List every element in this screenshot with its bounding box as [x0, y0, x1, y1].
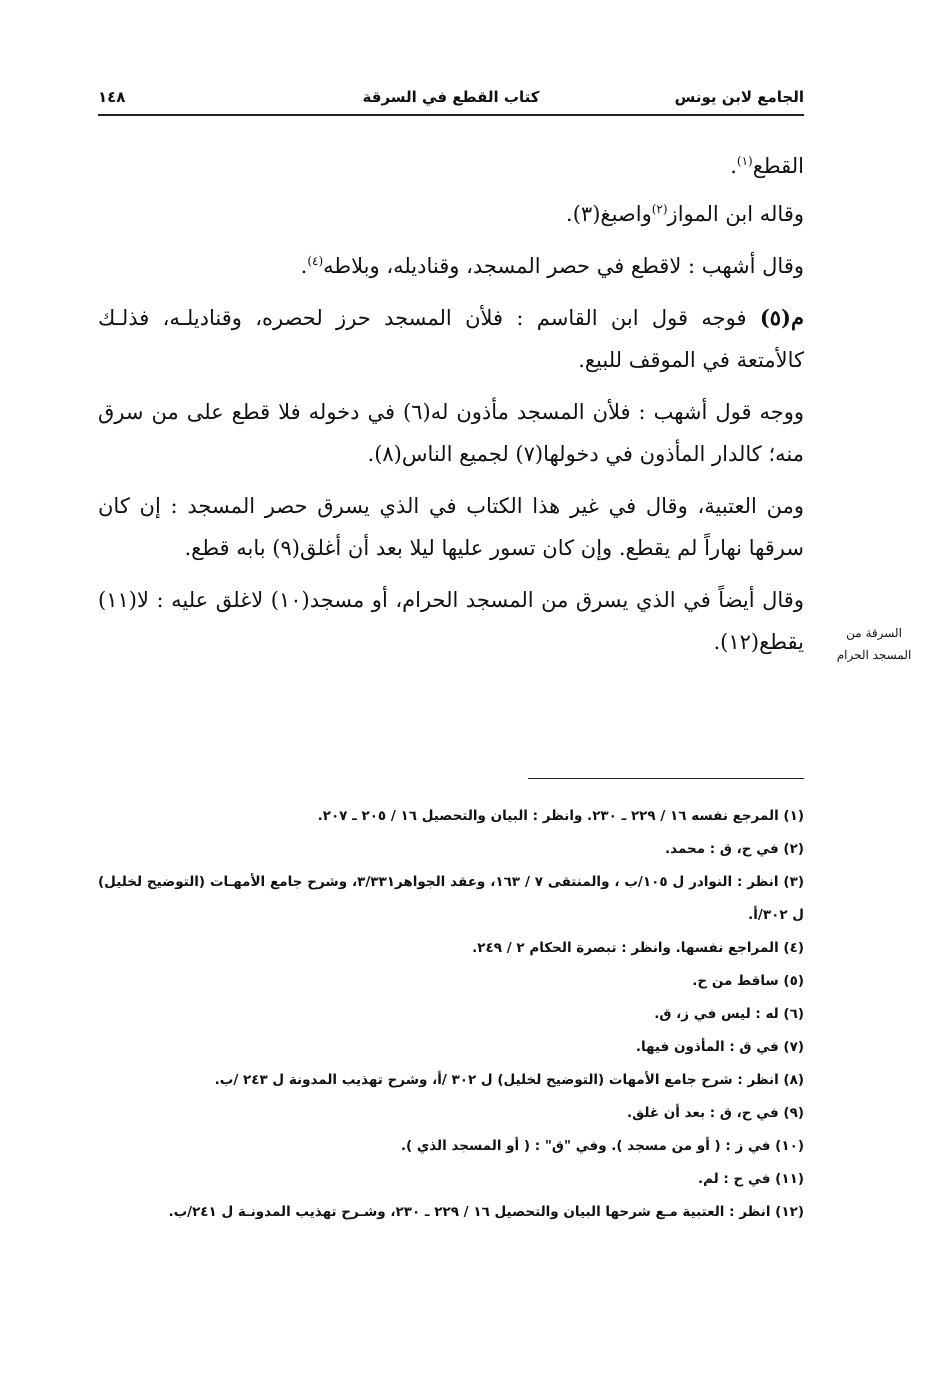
footnote: (١) المرجع نفسه ١٦ / ٢٢٩ ـ ٢٣٠. وانظر : البيان والتحصيل ١٦ / ٢٠٥ ـ ٢٠٧. — [317, 808, 804, 824]
book-title: الجامع لابن يونس — [674, 88, 804, 106]
footnote: (٥) ساقط من ح. — [692, 973, 804, 989]
margin-note-line: السرقة من — [846, 626, 902, 640]
paragraph: م(٥) فوجه قول ابن القاسم : فلأن المسجد حرز لحصره، وقناديلـه، فذلـك كالأمتعة في الموقف للبيع. — [98, 305, 804, 372]
footnote: (١١) في ح : لم. — [697, 1171, 804, 1187]
footnote: (٩) في ح، ق : بعد أن غلق. — [627, 1105, 804, 1121]
footnote: (٨) انظر : شرح جامع الأمهات (التوضيح لخليل) ل ٣٠٢ /أ، وشرح تهذيب المدونة ل ٢٤٣ /ب. — [214, 1072, 804, 1088]
footnote: (١٢) انظر : العتبية مـع شرحها البيان والتحصيل ١٦ / ٢٢٩ ـ ٢٣٠، وشـرح تهذيب المدونـة ل ٢٤١/ب. — [168, 1204, 804, 1220]
chapter-title: كتاب القطع في السرقة — [362, 88, 540, 106]
margin-note — [826, 622, 922, 666]
header-divider — [98, 114, 804, 116]
paragraph: وقال أشهب : لاقطع في حصر المسجد، وقناديله، وبلاطه$^{(٤)}$. — [300, 254, 804, 278]
footnote-divider — [528, 778, 804, 779]
paragraph: ومن العتبية، وقال في غير هذا الكتاب في الذي يسرق حصر المسجد : إن كان سرقها نهاراً لم يقطع. وإن كان تسور عليها ليلا بعد أن أغلق(٩) بابه قطع. — [98, 494, 804, 560]
paragraph: القطع$^{(١)}$. — [730, 154, 804, 178]
paragraph: وقاله ابن المواز$^{(٢)}$واصبغ(٣). — [566, 202, 804, 226]
margin-note-line: المسجد الحرام — [836, 648, 912, 662]
running-header — [98, 88, 804, 112]
page-number: ١٤٨ — [98, 88, 126, 106]
main-text — [98, 145, 804, 673]
paragraph: ووجه قول أشهب : فلأن المسجد مأذون له(٦) في دخوله فلا قطع على من سرق منه؛ كالدار المأذون في دخولها(٧) لجميع الناس(٨). — [98, 400, 804, 466]
footnote: (٤) المراجع نفسها. وانظر : تبصرة الحكام ٢ / ٢٤٩. — [472, 940, 804, 956]
footnote: (٧) في ق : المأذون فيها. — [635, 1039, 804, 1055]
footnote: (١٠) في ز : ( أو من مسجد ). وفي "ق" : ( أو المسجد الذي ). — [400, 1138, 804, 1154]
footnote: (٦) له : ليس في ز، ق. — [654, 1006, 804, 1022]
footnotes — [98, 800, 804, 1229]
footnote: (٣) انظر : النوادر ل ١٠٥/ب ، والمنتقى ٧ / ١٦٣، وعقد الجواهر٣/٣٣١، وشرح جامع الأمهـات (التوضيح لخليل) ل ٣٠٢/أ. — [98, 874, 804, 923]
paragraph: وقال أيضاً في الذي يسرق من المسجد الحرام، أو مسجد(١٠) لاغلق عليه : لا(١١) يقطع(١٢). — [98, 588, 804, 654]
footnote: (٢) في ح، ق : محمد. — [665, 841, 804, 857]
